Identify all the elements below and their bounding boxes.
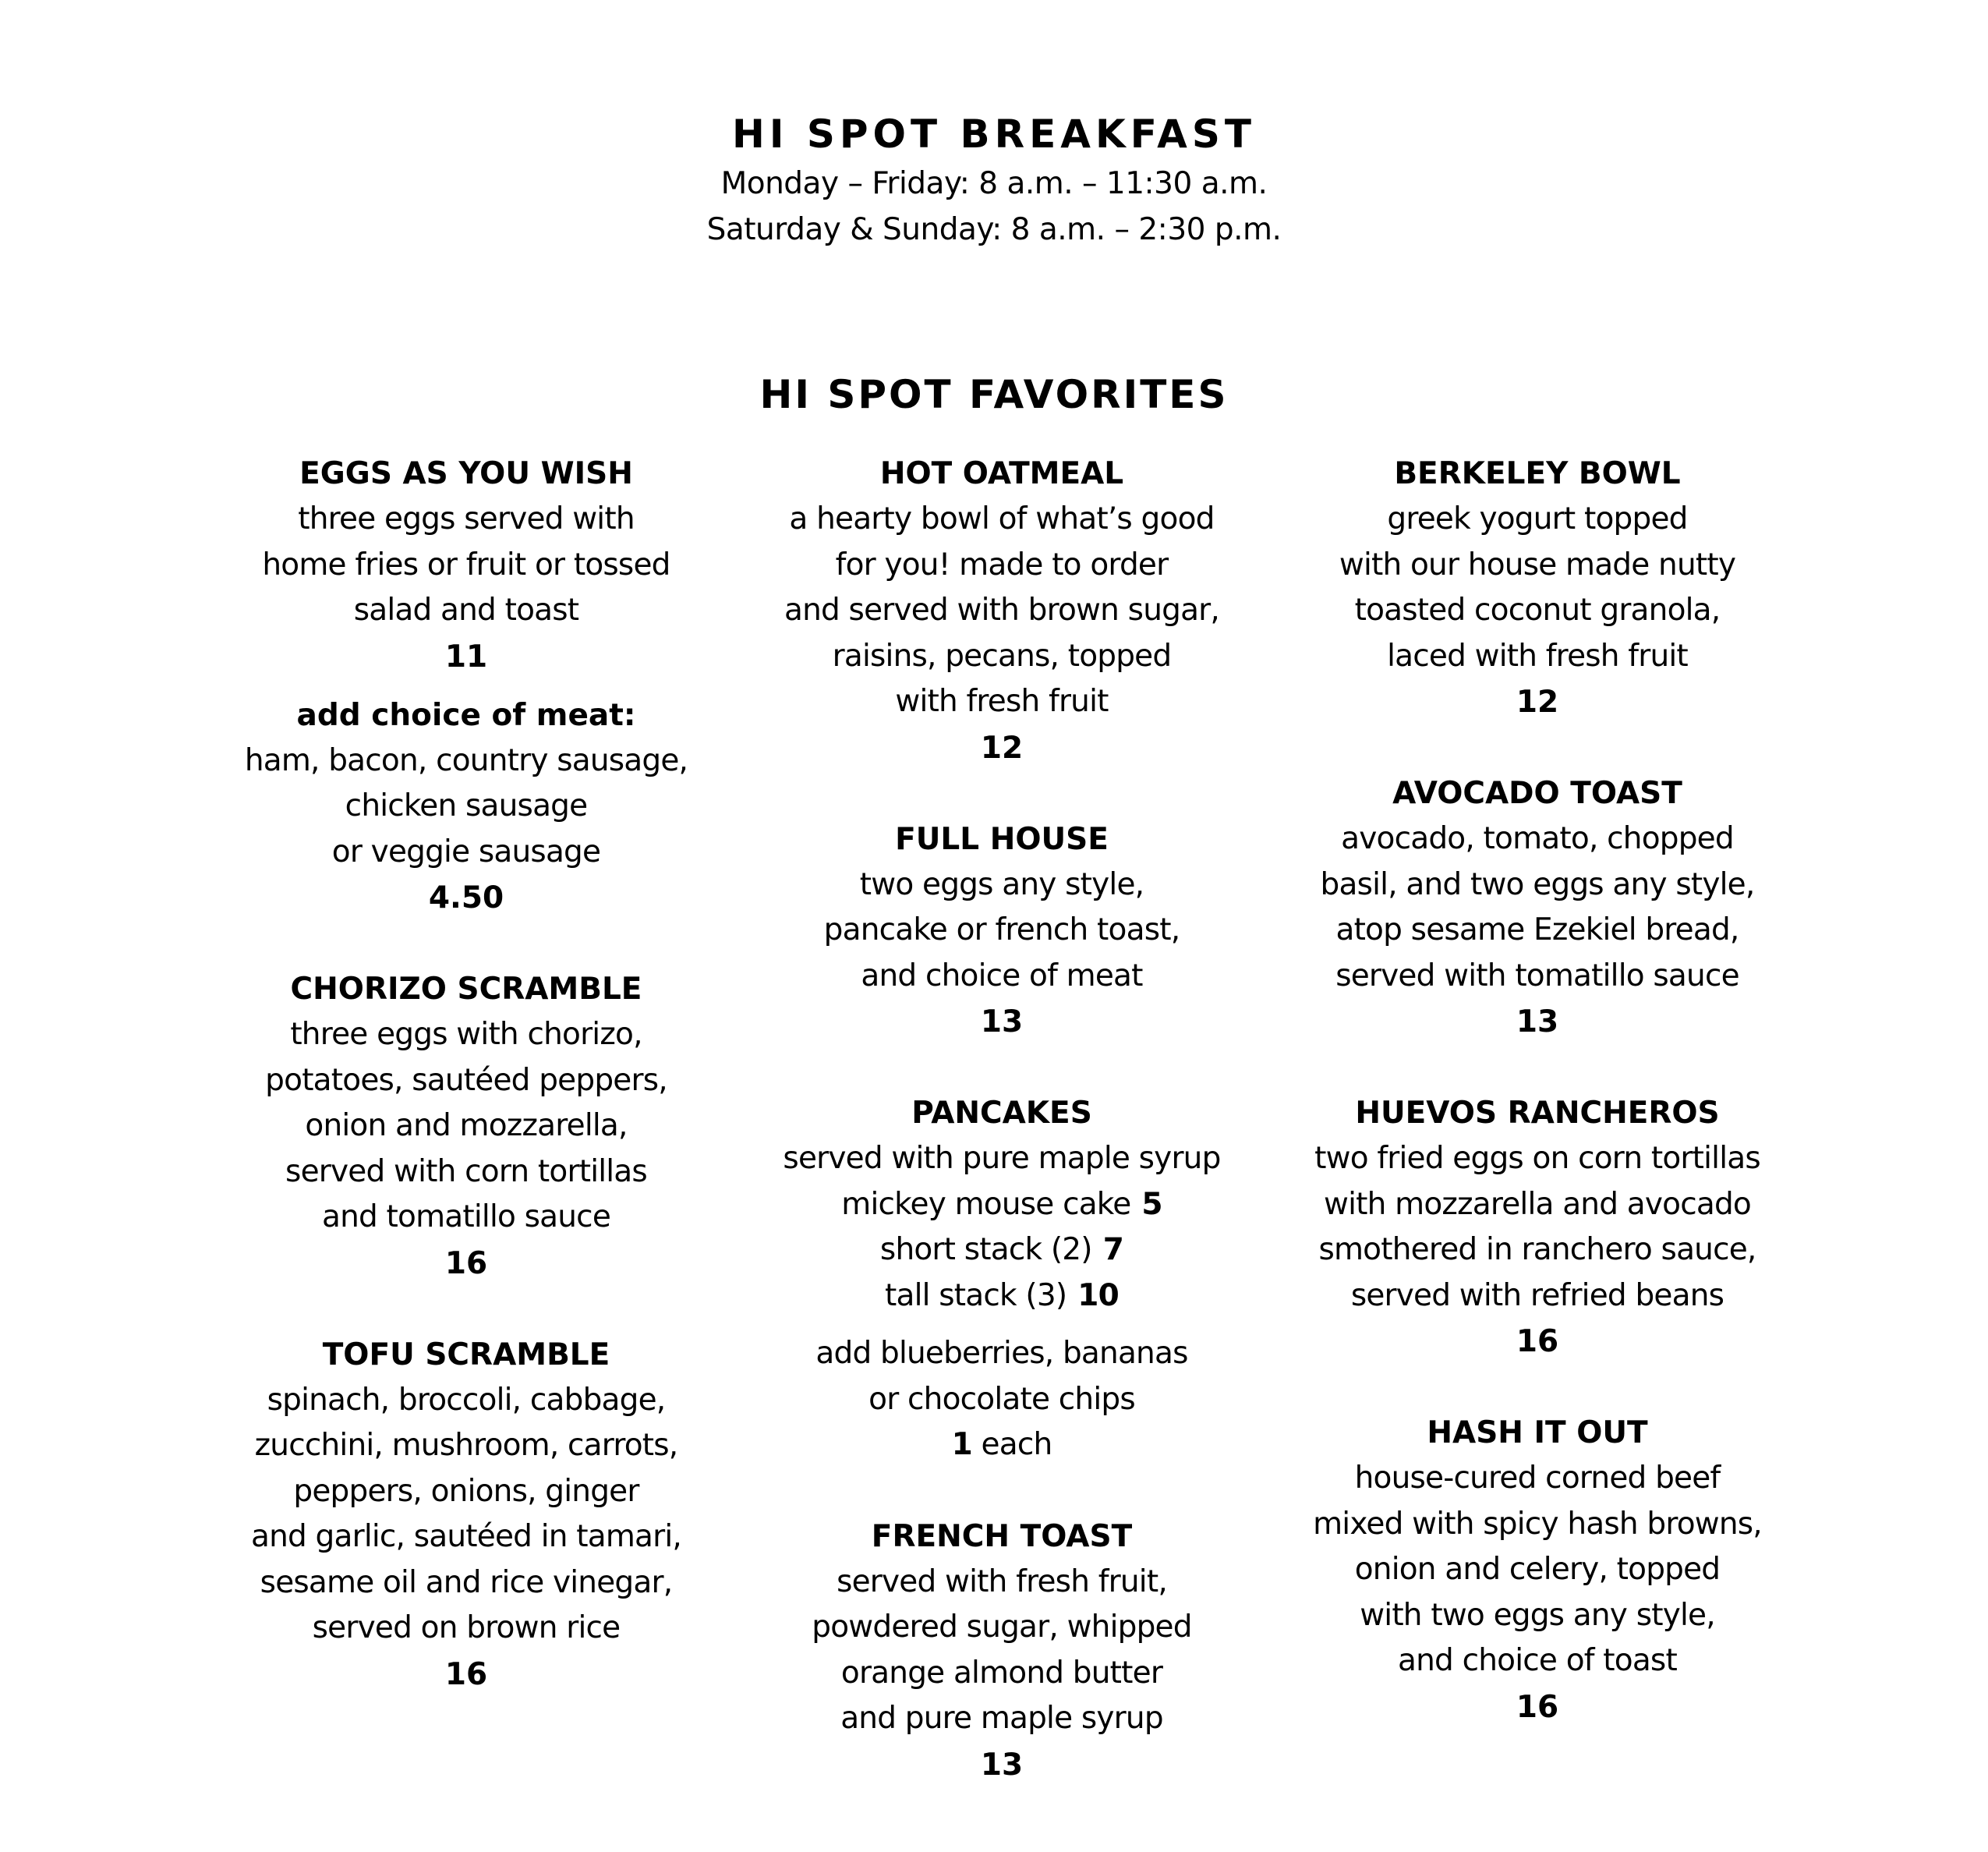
item-description-line: and choice of toast (1398, 1643, 1677, 1678)
menu-item-huevos-rancheros (1257, 1090, 1818, 1365)
item-description-line: served with corn tortillas (285, 1153, 647, 1189)
menu-item-french-toast (721, 1514, 1282, 1788)
item-name: HASH IT OUT (1427, 1415, 1648, 1450)
item-description-line: and served with brown sugar, (784, 593, 1219, 628)
item-price: 11 (444, 639, 488, 675)
item-name: BERKELEY BOWL (1394, 456, 1681, 491)
item-name: HUEVOS RANCHEROS (1355, 1096, 1720, 1131)
item-description-line: and choice of meat (861, 958, 1143, 993)
item-price: 13 (1516, 1004, 1559, 1039)
item-description-line: home fries or fruit or tossed (262, 547, 670, 583)
addon-line: ham, bacon, country sausage, (244, 742, 688, 778)
addon-price: 4.50 (428, 880, 504, 915)
item-price: 12 (980, 730, 1024, 766)
item-description-line: three eggs served with (298, 501, 635, 536)
item-description-line: pancake or french toast, (823, 912, 1180, 947)
menu-column-left (186, 451, 747, 1698)
menu-column-middle (721, 451, 1282, 1788)
item-name: HOT OATMEAL (879, 456, 1124, 491)
item-description-line: onion and mozzarella, (305, 1108, 628, 1143)
item-description-line: avocado, tomato, chopped (1341, 821, 1734, 856)
addon-price-suffix: each (971, 1427, 1052, 1462)
item-description-line: zucchini, mushroom, carrots, (254, 1428, 678, 1463)
menu-item-eggs-as-you-wish (186, 451, 747, 921)
item-description-line: served with fresh fruit, (837, 1563, 1167, 1599)
item-price: 16 (1516, 1324, 1559, 1359)
item-description-line: with two eggs any style, (1360, 1597, 1715, 1633)
item-name: CHORIZO SCRAMBLE (290, 972, 642, 1007)
option-label: tall stack (3) (885, 1277, 1067, 1313)
hours-weekday: Monday – Friday: 8 a.m. – 11:30 a.m. (720, 166, 1268, 201)
item-description-line: and pure maple syrup (840, 1701, 1163, 1736)
item-description-line: and tomatillo sauce (321, 1199, 611, 1234)
pancake-option (721, 1182, 1282, 1228)
item-description-line: with our house made nutty (1339, 547, 1736, 583)
item-description-line: mixed with spicy hash browns, (1313, 1506, 1762, 1542)
item-description-line: for you! made to order (835, 547, 1169, 583)
item-description-line: toasted coconut granola, (1354, 593, 1721, 628)
menu-item-avocado-toast (1257, 770, 1818, 1045)
item-description-line: salad and toast (353, 593, 579, 628)
item-name: EGGS AS YOU WISH (299, 456, 633, 491)
item-name: AVOCADO TOAST (1392, 776, 1682, 811)
item-description-line: a hearty bowl of what’s good (789, 501, 1215, 536)
addon-price-line (721, 1422, 1282, 1468)
item-description-line: with mozzarella and avocado (1324, 1186, 1751, 1222)
item-description-line: spinach, broccoli, cabbage, (267, 1382, 666, 1418)
item-name: TOFU SCRAMBLE (322, 1337, 610, 1372)
option-label: short stack (2) (879, 1232, 1092, 1267)
item-description-line: served with tomatillo sauce (1335, 958, 1739, 993)
menu-item-full-house (721, 816, 1282, 1046)
item-description-line: powdered sugar, whipped (812, 1609, 1192, 1645)
item-price: 16 (1516, 1689, 1559, 1725)
item-description-line: with fresh fruit (895, 684, 1109, 719)
pancake-option (721, 1273, 1282, 1319)
menu-item-hot-oatmeal (721, 451, 1282, 771)
item-name: FULL HOUSE (895, 821, 1109, 857)
menu-item-pancakes (721, 1090, 1282, 1468)
addon-line: or veggie sausage (331, 834, 601, 869)
addon-line: chicken sausage (345, 788, 588, 823)
item-description-line: three eggs with chorizo, (290, 1017, 642, 1052)
item-description-line: two fried eggs on corn tortillas (1314, 1141, 1760, 1176)
pancake-option (721, 1227, 1282, 1273)
item-description-line: raisins, pecans, topped (832, 638, 1172, 674)
option-price: 10 (1077, 1277, 1119, 1313)
item-price: 13 (980, 1004, 1024, 1039)
item-description-line: basil, and two eggs any style, (1320, 866, 1755, 902)
option-label: mickey mouse cake (841, 1186, 1131, 1222)
item-description-line: greek yogurt topped (1387, 501, 1688, 536)
option-price: 5 (1141, 1186, 1162, 1222)
item-description-line: atop sesame Ezekiel bread, (1335, 912, 1739, 947)
item-description-line: orange almond butter (840, 1655, 1163, 1691)
option-price: 7 (1102, 1232, 1124, 1267)
item-description-line: served on brown rice (312, 1610, 621, 1645)
addon-line: add blueberries, bananas (815, 1336, 1188, 1371)
item-description-line: laced with fresh fruit (1387, 638, 1688, 674)
item-price: 13 (980, 1747, 1024, 1783)
item-description-line: potatoes, sautéed peppers, (265, 1062, 667, 1098)
item-name: FRENCH TOAST (871, 1518, 1133, 1554)
item-description-line: served with refried beans (1350, 1277, 1724, 1313)
item-description-line: onion and celery, topped (1354, 1552, 1721, 1587)
addon-title: add choice of meat: (296, 697, 636, 733)
item-price: 16 (444, 1245, 488, 1281)
addon-line: or chocolate chips (868, 1381, 1135, 1417)
menu-item-hash-it-out (1257, 1410, 1818, 1730)
item-description-line: served with pure maple syrup (783, 1141, 1221, 1176)
menu-item-tofu-scramble (186, 1332, 747, 1698)
item-description-line: peppers, onions, ginger (293, 1473, 639, 1509)
section-title: HI SPOT FAVORITES (759, 372, 1229, 417)
item-name: PANCAKES (911, 1096, 1092, 1131)
item-description-line: two eggs any style, (859, 866, 1144, 902)
item-price: 16 (444, 1656, 488, 1692)
addon-price: 1 (951, 1427, 972, 1462)
item-description-line: smothered in ranchero sauce, (1318, 1232, 1756, 1267)
menu-header (0, 108, 1988, 253)
item-description-line: sesame oil and rice vinegar, (260, 1564, 673, 1600)
menu-item-berkeley-bowl (1257, 451, 1818, 725)
item-description-line: house-cured corned beef (1354, 1461, 1721, 1496)
menu-item-chorizo-scramble (186, 966, 747, 1287)
hours-weekend: Saturday & Sunday: 8 a.m. – 2:30 p.m. (706, 212, 1282, 247)
page-title: HI SPOT BREAKFAST (732, 112, 1256, 157)
item-description-line: and garlic, sautéed in tamari, (250, 1519, 682, 1554)
item-price: 12 (1516, 685, 1559, 720)
menu-column-right (1257, 451, 1818, 1730)
